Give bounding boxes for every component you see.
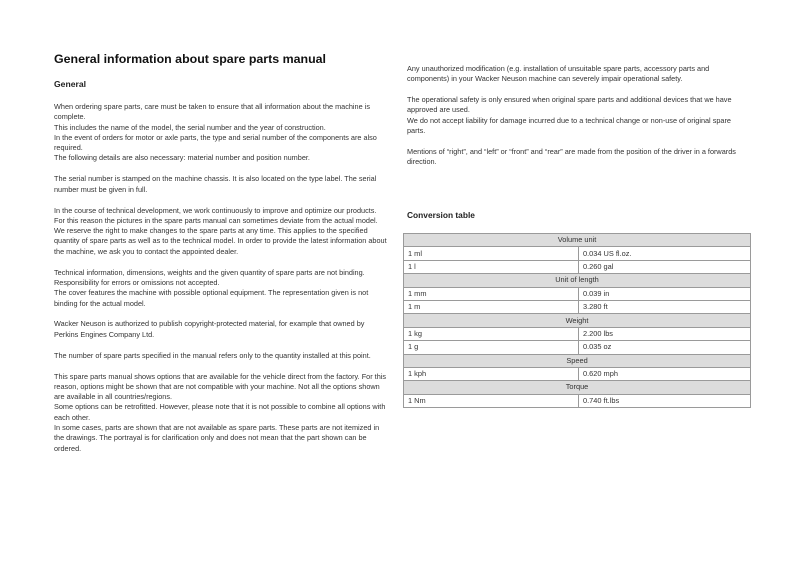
value-cell: 0.034 US fl.oz. xyxy=(579,247,751,260)
value-cell: 0.740 ft.lbs xyxy=(579,394,751,407)
unit-cell: 1 kph xyxy=(404,367,579,380)
sentence: We do not accept liability for damage incurred due to a technical change or non-use of original spare parts. xyxy=(407,115,731,136)
unit-cell: 1 mm xyxy=(404,287,579,300)
group-row xyxy=(404,234,751,247)
sentence: We reserve the right to make changes to the spare parts at any time. This applies to the specified quantity of spare parts as well as to the technical model. In order to provide the latest information about the machine, we ask you to contact the appointed dealer. xyxy=(54,226,387,256)
table-row xyxy=(404,247,751,260)
group-row xyxy=(404,314,751,327)
sentence: The following details are also necessary: material number and position number. xyxy=(54,153,310,163)
table-row xyxy=(404,287,751,300)
sentence: This includes the name of the model, the serial number and the year of construction. xyxy=(54,122,326,132)
sentence: In some cases, parts are shown that are not available as spare parts. These parts are not itemized in the drawings. The portrayal is for clarification only and does not mean that the part shown can be ordered. xyxy=(54,422,380,453)
sentence: When ordering spare parts, care must be taken to ensure that all information about the machine is complete. xyxy=(54,102,370,122)
group-header: Volume unit xyxy=(404,234,751,247)
value-cell: 0.035 oz xyxy=(579,341,751,354)
table-row xyxy=(404,367,751,380)
sentence: In the course of technical development, we work continuously to improve and optimize our products. For this reason the pictures in the spare parts manual can sometimes deviate from the actual model. xyxy=(54,205,378,225)
sentence: Mentions of “right”, and “left” or “front” and “rear” are made from the position of the driver in a forwards direction. xyxy=(407,146,736,167)
table-row xyxy=(404,300,751,313)
unit-cell: 1 ml xyxy=(404,247,579,260)
sentence: Technical information, dimensions, weights and the given quantity of spare parts are not binding. Responsibility for errors or omissions not accepted. xyxy=(54,267,365,287)
conversion-table xyxy=(403,233,751,408)
paragraph xyxy=(407,147,747,168)
value-cell: 3.280 ft xyxy=(579,300,751,313)
group-header: Unit of length xyxy=(404,274,751,287)
group-row xyxy=(404,381,751,394)
sentence: The cover features the machine with possible optional equipment. The representation given is not binding for the actual model. xyxy=(54,288,369,308)
table-row xyxy=(404,341,751,354)
table-row xyxy=(404,327,751,340)
unit-cell: 1 g xyxy=(404,341,579,354)
unit-cell: 1 kg xyxy=(404,327,579,340)
general-heading: General xyxy=(54,79,87,89)
conversion-table-title: Conversion table xyxy=(407,210,475,220)
table-row xyxy=(404,394,751,407)
sentence: The number of spare parts specified in the manual refers only to the quantity installed at this point. xyxy=(54,350,371,360)
value-cell: 0.620 mph xyxy=(579,367,751,380)
paragraph xyxy=(54,372,388,454)
value-cell: 2.200 lbs xyxy=(579,327,751,340)
group-row xyxy=(404,354,751,367)
sentence: The serial number is stamped on the machine chassis. It is also located on the type label. The serial number must be given in full. xyxy=(54,174,377,194)
right-column xyxy=(407,64,747,178)
paragraph xyxy=(407,95,747,136)
sentence: Wacker Neuson is authorized to publish copyright-protected material, for example that owned by Perkins Engines Company Ltd. xyxy=(54,319,365,339)
value-cell: 0.039 in xyxy=(579,287,751,300)
unit-cell: 1 l xyxy=(404,260,579,273)
group-header: Torque xyxy=(404,381,751,394)
sentence: Some options can be retrofitted. However, please note that it is not possible to combine all options with each other. xyxy=(54,402,386,422)
page-title: General information about spare parts manual xyxy=(54,52,326,66)
paragraph xyxy=(54,268,388,309)
unit-cell: 1 m xyxy=(404,300,579,313)
paragraph xyxy=(407,64,747,85)
sentence: This spare parts manual shows options that are available for the vehicle direct from the factory. For this reason, options might be shown that are not compatible with your machine. Not all the options shown are available in all countries/regions. xyxy=(54,371,387,402)
unit-cell: 1 Nm xyxy=(404,394,579,407)
left-column xyxy=(54,102,388,464)
paragraph xyxy=(54,206,388,257)
table-row xyxy=(404,260,751,273)
paragraph xyxy=(54,174,388,195)
group-header: Speed xyxy=(404,354,751,367)
group-header: Weight xyxy=(404,314,751,327)
group-row xyxy=(404,274,751,287)
sentence: In the event of orders for motor or axle parts, the type and serial number of the components are also required. xyxy=(54,132,377,153)
sentence: Any unauthorized modification (e.g. installation of unsuitable spare parts, accessory parts and components) in your Wacker Neuson machine can severely impair operational safety. xyxy=(407,64,710,84)
value-cell: 0.260 gal xyxy=(579,260,751,273)
paragraph xyxy=(54,102,388,164)
paragraph xyxy=(54,319,388,340)
sentence: The operational safety is only ensured when original spare parts and additional devices that we have approved are used. xyxy=(407,95,732,115)
paragraph xyxy=(54,351,388,361)
